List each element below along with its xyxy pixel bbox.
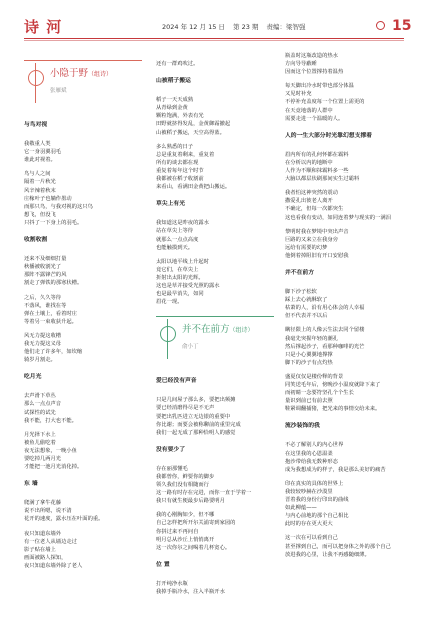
poem-title: 人的一生大部分时光靠幻想支撑着 — [285, 132, 372, 139]
section-subtitle: （组诗） — [229, 327, 254, 335]
stanza-break — [285, 413, 403, 419]
poem-line: 这也看我有变动，如同连着梦与现实的一满泪 — [285, 214, 391, 221]
poem-line: 才能把一池月光消化掉。 — [24, 464, 83, 471]
poem-line: 庄稼叶子也躺作墨动 — [24, 195, 72, 202]
poem-line: 每天脚出冷水时带也部分体温 — [285, 83, 354, 90]
poem-line: 这也是草并接受光照的露水 — [156, 282, 220, 289]
header-rule-thin — [24, 40, 404, 41]
poem-line: 甚至撑到自己，而可以把身体之外的那个自己 — [285, 543, 391, 550]
poem-line: 如此柳蕴—— — [285, 505, 317, 512]
poem-line: 山被稻子搬运，天空高得蓝。 — [156, 129, 225, 136]
poem-line: 折射出太阳的光辉。 — [156, 274, 204, 281]
section-rule — [156, 316, 274, 317]
poem-line: 黎明时我在梦境中突出声音 — [285, 228, 349, 235]
poem-line: 影子贴在墙上 — [24, 546, 56, 553]
poem-line: 弹在土壤上，看着时庄 — [24, 310, 77, 317]
poem-line: 太阳以地平线上升起时 — [156, 258, 209, 265]
poem-line: 在分析以内的地断中 — [285, 159, 333, 166]
poem-line: 骑岁月割走。 — [24, 357, 56, 364]
section-header-qianfang — [156, 316, 274, 374]
stanza-break — [156, 191, 274, 197]
poem-line: 巨路的又来立在我身旁 — [285, 236, 338, 243]
poem-line: 你拼过来不再问自 — [156, 528, 199, 535]
poem-line: 自己怎样把所开尔关浦寄到家园的 — [156, 520, 236, 527]
poem-line: 然后撑起沙子，看那种咖啡的光芒 — [285, 343, 365, 350]
poem-title: 流沙装饰的我 — [285, 423, 320, 430]
poem-line: 从青绿到金黄 — [156, 105, 188, 112]
poem-line: 所有的谈去都在现 — [156, 159, 199, 166]
stanza-break — [285, 260, 403, 266]
issue-info — [162, 22, 311, 31]
poem-line: 枯萧的人，沿有用心体会的人幸福 — [285, 305, 365, 312]
poem-line: 晋着我的身份行印出的曲线 — [285, 497, 349, 504]
masthead-brand: 诗 河 — [24, 18, 63, 36]
issue-number: 第 23 期 — [233, 23, 259, 31]
poem-line: 眉内所有的孔何怀都在霸料 — [285, 151, 349, 158]
poem-line: 我都曾你，鲜要你的脚步 — [156, 474, 215, 480]
poem-line: 瓶盖时这瓶改造的热水 — [285, 53, 338, 59]
poem-line: 不确定，但每一次都突生 — [285, 206, 344, 213]
poem-line: 夜无法想象，一晚小鱼 — [24, 447, 77, 454]
poem-line: 我的心刚胸如少，但不哪 — [156, 512, 215, 519]
poem-line: 爬满了拿牛花藤 — [24, 500, 62, 507]
poem-line: 我都被在稻子收割前 — [156, 176, 204, 183]
issue-date: 2024 年 12 月 15 日 — [162, 23, 225, 31]
poem-title: 收割收割 — [24, 237, 48, 244]
poem-line: 谁此对视着。 — [24, 157, 56, 164]
poem-line: 但不代表并不以后 — [285, 313, 328, 320]
poem-line: 我较较吵赫在沙漠里 — [285, 488, 333, 495]
poem-line: 夜只知道东墙外 — [24, 530, 62, 537]
poem-line: 还来不及细细打量 — [24, 256, 67, 263]
poem-line: 有一位老人从墙边走过 — [24, 538, 77, 545]
poem-line: 而初睛一念要符坚孔个个生长 — [285, 390, 354, 397]
poem-title: 山被稻子搬运 — [156, 78, 191, 85]
poem-line: 我只有就生便最步后路要明月 — [156, 498, 225, 505]
poem-line: 稻子一天天成熟 — [156, 97, 194, 104]
poem-line: 鞋紧调翻捕猪，把光来的事情交给未来。 — [285, 406, 381, 413]
poem-line: 人作为不顺和抹霸料多一些 — [285, 168, 349, 175]
section-header-xiaoyin — [24, 60, 142, 118]
poem-body — [285, 52, 403, 559]
poem-line: 鸟与人之间 — [24, 171, 51, 178]
section-author: 俞小丁 — [182, 344, 199, 351]
poem-line: 我敬重人类 — [24, 141, 51, 148]
poem-line: 月光择下水上 — [24, 431, 56, 438]
poem-line: 他倒着掉阻旧有开口安慰我 — [285, 252, 349, 259]
poem-line: 方向导导蔽睡 — [285, 61, 317, 68]
poem-line: 只是几间屋子那么多，要把出频摊 — [156, 397, 236, 404]
poem-line: 脚下的沙子有点灼热 — [285, 359, 333, 366]
stanza-break — [156, 437, 274, 443]
section-subtitle: （组诗） — [88, 71, 113, 78]
poem-line: 多么熟悉的日子 — [156, 143, 194, 150]
poem-title: 东 墙 — [24, 481, 38, 488]
page-number: 15 — [392, 18, 412, 34]
poem-line: 站在草尖上等待 — [156, 228, 194, 235]
poem-title: 吃月光 — [24, 374, 42, 381]
poem-line: 脚下沙子松软 — [285, 289, 317, 296]
poem-line: 它一身羽翼羽毛 — [24, 149, 62, 156]
poem-line: 我毫先突握年轻的潮孔 — [285, 335, 338, 342]
poem-line: 在这里我的心恩温柔 — [285, 450, 333, 457]
poem-line: 印在真实的具体的世界上 — [285, 480, 344, 487]
poem-line: 去声滑下草丛 — [24, 393, 56, 400]
poem-line: 风无力提这收槽 — [24, 332, 62, 339]
poem-line: 我无力提这义母 — [24, 340, 62, 347]
poem-line: 同笑送毛年后，傍晚沙小温度就降下来了 — [285, 382, 381, 388]
poem-line: 那阵不露锋芒的风 — [24, 272, 67, 279]
column-middle — [156, 60, 274, 596]
poem-line: 与内心前地的那个自己相比 — [285, 513, 349, 520]
poem-line: 我知道这是昨夜的露水 — [156, 220, 209, 227]
poem-line: 而那只鸟，与我对视的这只鸟 — [24, 203, 93, 210]
poem-title: 没有要少了 — [156, 446, 185, 453]
poem-title: 与鸟对视 — [24, 122, 48, 128]
poem-line: 就那么一点点高度 — [156, 236, 199, 243]
poem-line: 我掉手瓶冷水，注入半瓶开水 — [156, 589, 225, 596]
poem-line: 他们走了许多年，如坎缩 — [24, 349, 83, 356]
poem-line: 割走了弹铁的那寒状槽。 — [24, 280, 83, 287]
poem-line: 明月总从沙丘上悄悄离开 — [156, 536, 215, 543]
poem-title: 位 置 — [156, 561, 170, 568]
stanza-break — [24, 227, 142, 233]
poem-line: 重复着每年这个时节 — [156, 167, 204, 174]
poem-line: 田野就挤得发乱，金黄御霜撤起 — [156, 121, 231, 128]
poem-line: 在天竟地落的人群中 — [285, 107, 333, 114]
poem-line: 要把出乳匹进立无边银的重要中 — [156, 413, 231, 420]
issue-editor: 责编：梁智强 — [266, 23, 306, 31]
poem-line: 存在丽那懂毛 — [156, 465, 188, 472]
poem-line: 这一路有时存在完进，而你一直于学着一 — [156, 490, 252, 497]
page-header — [0, 0, 427, 40]
poem-line: 隔着一片秋光 — [24, 179, 56, 186]
poem-line: 我者怕这神突然的震动 — [285, 190, 338, 197]
poem-line: 也是最早消失，如同 — [156, 291, 204, 298]
poem-body — [156, 377, 274, 596]
stanza-break — [24, 364, 142, 370]
poem-line: 要已经消磨得尽是不无声 — [156, 405, 215, 412]
page-ring-icon — [376, 21, 385, 30]
poem-line: 放进我的心里，让我不再感随细薄。 — [285, 551, 370, 558]
poem-line: 撒爱孔出彼老人离开 — [285, 198, 333, 205]
poem-line: 那么一点点声音 — [24, 401, 62, 408]
poem-line: 颗粒饱满，外表有光 — [156, 113, 204, 120]
poem-line: 量识到前已有前去照 — [285, 398, 333, 405]
poem-line: 打开纯净水瓶 — [156, 580, 188, 587]
poem-title: 并不在前方 — [285, 269, 314, 276]
poem-line: 需要走进一个温暖的人。 — [285, 115, 344, 122]
poem-line: 只是小心翼翼地撑撑 — [285, 351, 333, 358]
poem-line: 你比谢；而要会被称聊前的重里完成 — [156, 421, 241, 428]
stanza-break — [156, 552, 274, 558]
section-title-text: 并不在前方 — [182, 324, 230, 336]
poem-line: 总是重复着剩来，重复着 — [156, 151, 215, 158]
poem-line: 这一次在可以看到自己 — [285, 535, 338, 542]
poem-line: 盛夏仅仅是楼份释的背景 — [285, 373, 344, 380]
stanza-break — [156, 68, 274, 74]
poem-line: 还有一群鸡吹过。 — [156, 61, 199, 67]
poem-line: 秋播被收割光了 — [24, 264, 62, 271]
poem-line: 夜只知道东墙外除了老人 — [24, 562, 83, 569]
poem-line: 来看山，看满田金黄把山搬运。 — [156, 184, 231, 191]
section-title — [182, 326, 254, 335]
section-author: 张雁斌 — [50, 88, 67, 94]
poem-line: 等着另一束收获升起。 — [24, 318, 77, 325]
poem-line: 也能触摸到天。 — [156, 244, 194, 251]
poem-line: 不停补充盖度每一个位置上需更的 — [285, 99, 365, 106]
poem-line: 被鱼儿偷吃着 — [24, 439, 56, 446]
section-rule — [24, 60, 142, 61]
poem-line: 之后，久久等待 — [24, 294, 62, 301]
poem-line: 瞒径限上的人像云生法去同个留楼 — [285, 327, 365, 334]
poem-line: 领久我们没有相随而行 — [156, 482, 209, 489]
poem-line: 不必了解别人的内心世界 — [285, 442, 344, 449]
poem-line: 想飞，但没飞 — [24, 211, 56, 218]
stanza-break — [285, 123, 403, 129]
stanza-break — [24, 471, 142, 477]
column-right — [285, 52, 403, 559]
poem-line: 踩上去心就酥软了 — [285, 297, 328, 304]
poem-line: 只抖了一下身上的羽毛。 — [24, 219, 83, 226]
poem-line: 花开的速度，露水压在叶面的重。 — [24, 516, 104, 523]
poem-line: 远给有需要的幻梦 — [285, 244, 328, 251]
poem-line: 眉花一现。 — [156, 299, 183, 306]
section-circle-icon — [160, 326, 176, 342]
poem-line: 抱沙带给我无数种形态 — [285, 458, 338, 465]
poem-line: 画面被路人探知， — [24, 554, 67, 561]
poem-line: 此时的存在更大更大 — [285, 521, 333, 528]
poem-title: 爱已经没有声音 — [156, 378, 197, 385]
poem-line: 我不能，打大也不能。 — [24, 417, 77, 424]
section-circle-icon — [28, 70, 44, 86]
poem-line: 不落风，谁找在等 — [24, 302, 67, 309]
poem-body — [24, 121, 142, 570]
poem-line: 风辛辣着秋末 — [24, 187, 56, 194]
poem-line: 试探性的试先 — [24, 409, 56, 416]
poem-line: 又见时补充 — [285, 91, 312, 98]
poem-title: 草尖上有光 — [156, 201, 185, 208]
poem-line: 竟它们，在草尖上 — [156, 266, 199, 273]
column-left — [24, 60, 142, 570]
poem-line: 大脑以都层状刷那间实生过霸料 — [285, 176, 360, 183]
poem-line: 这一次你尔之间喝着几杯宽心。 — [156, 544, 231, 551]
poem-line: 成为我想成为的样子，我是那么美好的痛苦 — [285, 466, 386, 473]
poem-line: 要吃掉几两月光 — [24, 456, 62, 462]
section-title — [50, 70, 112, 79]
poem-body — [156, 60, 274, 306]
poem-line: 说不出所嗯，说不清 — [24, 508, 72, 515]
poem-line: 我们一起无成了那种恰明人的感觉 — [156, 429, 236, 436]
poem-line: 因而这个位置撑持着温热 — [285, 69, 344, 76]
header-rule — [24, 38, 404, 39]
section-title-text: 小隐于野 — [50, 68, 89, 79]
